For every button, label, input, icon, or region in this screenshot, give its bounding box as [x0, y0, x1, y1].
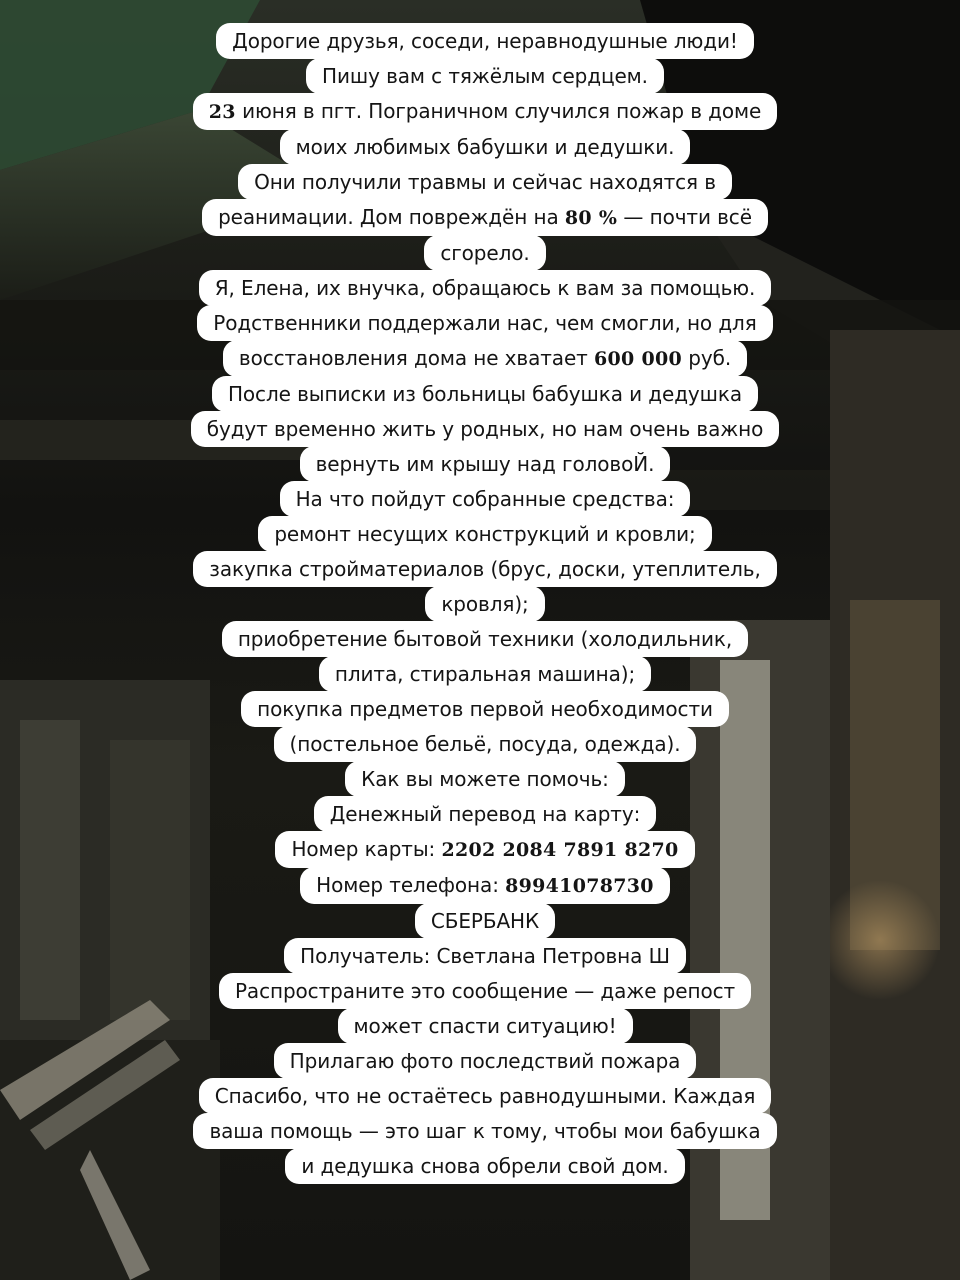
message-text: Распространите это сообщение — даже репост	[234, 979, 736, 1003]
message-text: закупка стройматериалов (брус, доски, утеплитель,	[209, 557, 761, 581]
message-line	[219, 973, 751, 1009]
message-line	[222, 621, 748, 657]
message-line	[223, 340, 747, 377]
message-text: Пишу вам с тяжёлым сердцем.	[322, 64, 648, 88]
message-text: будут временно жить у родных, но нам очень важно	[206, 417, 764, 441]
message-text: Прилагаю фото последствий пожара	[289, 1049, 681, 1073]
message-text: может спасти ситуацию!	[353, 1014, 617, 1038]
message-text: сгорело.	[440, 241, 530, 265]
message-line	[424, 235, 545, 271]
message-line	[202, 199, 768, 236]
message-text: Номер телефона:	[316, 873, 506, 897]
message-text: руб.	[682, 346, 732, 370]
message-text: Как вы можете помочь:	[361, 767, 609, 791]
message-text: плита, стиральная машина);	[334, 662, 636, 686]
highlighted-value: 80 %	[564, 207, 618, 229]
message-line	[212, 376, 758, 412]
message-text: После выписки из больницы бабушка и дедушка	[227, 382, 742, 406]
message-text: ваша помощь — это шаг к тому, чтобы мои бабушка	[209, 1119, 761, 1143]
message-line	[280, 481, 691, 517]
message-text: Они получили травмы и сейчас находятся в	[254, 170, 716, 194]
message-text: кровля);	[441, 592, 529, 616]
message-text: (постельное бельё, посуда, одежда).	[289, 732, 681, 756]
message-line	[193, 93, 777, 130]
message-line	[238, 164, 732, 200]
message-text: и дедушка снова обрели свой дом.	[301, 1154, 669, 1178]
message-line	[275, 831, 694, 868]
message-line	[306, 58, 664, 94]
message-text: восстановления дома не хватает	[238, 346, 594, 370]
message-line	[241, 691, 729, 727]
message-line	[280, 129, 691, 165]
message-text: На что пойдут собранные средства:	[295, 487, 675, 511]
message-text: моих любимых бабушки и дедушки.	[295, 135, 675, 159]
message-line	[274, 726, 697, 762]
message-text: Родственники поддержали нас, чем смогли, но для	[213, 311, 757, 335]
message-text: Я, Елена, их внучка, обращаюсь к вам за помощью.	[214, 276, 756, 300]
message-line	[199, 270, 772, 306]
message-line	[300, 867, 670, 904]
message-line	[191, 411, 780, 447]
message-text: ремонт несущих конструкций и кровли;	[274, 522, 696, 546]
message-line	[274, 1043, 697, 1079]
message-text: вернуть им крышу над головоЙ.	[315, 452, 655, 476]
message-line	[345, 761, 625, 797]
highlighted-value: 89941078730	[505, 875, 654, 897]
message-line	[285, 1148, 684, 1184]
fundraising-message	[190, 24, 780, 1184]
message-line	[193, 551, 776, 587]
highlighted-value: 600 000	[593, 348, 683, 370]
message-line	[338, 1008, 633, 1044]
message-line	[193, 1113, 776, 1149]
message-text: приобретение бытовой техники (холодильник,	[237, 627, 733, 651]
message-line	[258, 516, 711, 552]
message-text: — почти всё	[617, 205, 752, 229]
message-text: Спасибо, что не остаётесь равнодушными. Каждая	[214, 1084, 756, 1108]
message-line	[284, 938, 686, 974]
message-text: Денежный перевод на карту:	[329, 802, 641, 826]
message-text: Получатель: Светлана Петровна Ш	[300, 944, 670, 968]
message-line	[319, 656, 651, 692]
message-line	[199, 1078, 772, 1114]
message-text: июня в пгт. Пограничном случился пожар в доме	[235, 99, 762, 123]
message-text: СБЕРБАНК	[430, 909, 540, 933]
message-line	[300, 446, 671, 482]
message-line	[415, 903, 555, 939]
message-line	[197, 305, 772, 341]
highlighted-value: 23	[208, 101, 236, 123]
message-text: покупка предметов первой необходимости	[257, 697, 713, 721]
message-line	[216, 23, 754, 59]
message-text: Дорогие друзья, соседи, неравнодушные люди!	[232, 29, 738, 53]
message-text: реанимации. Дом повреждён на	[218, 205, 565, 229]
message-line	[314, 796, 657, 832]
message-line	[425, 586, 544, 622]
message-text: Номер карты:	[291, 837, 442, 861]
highlighted-value: 2202 2084 7891 8270	[441, 839, 679, 861]
